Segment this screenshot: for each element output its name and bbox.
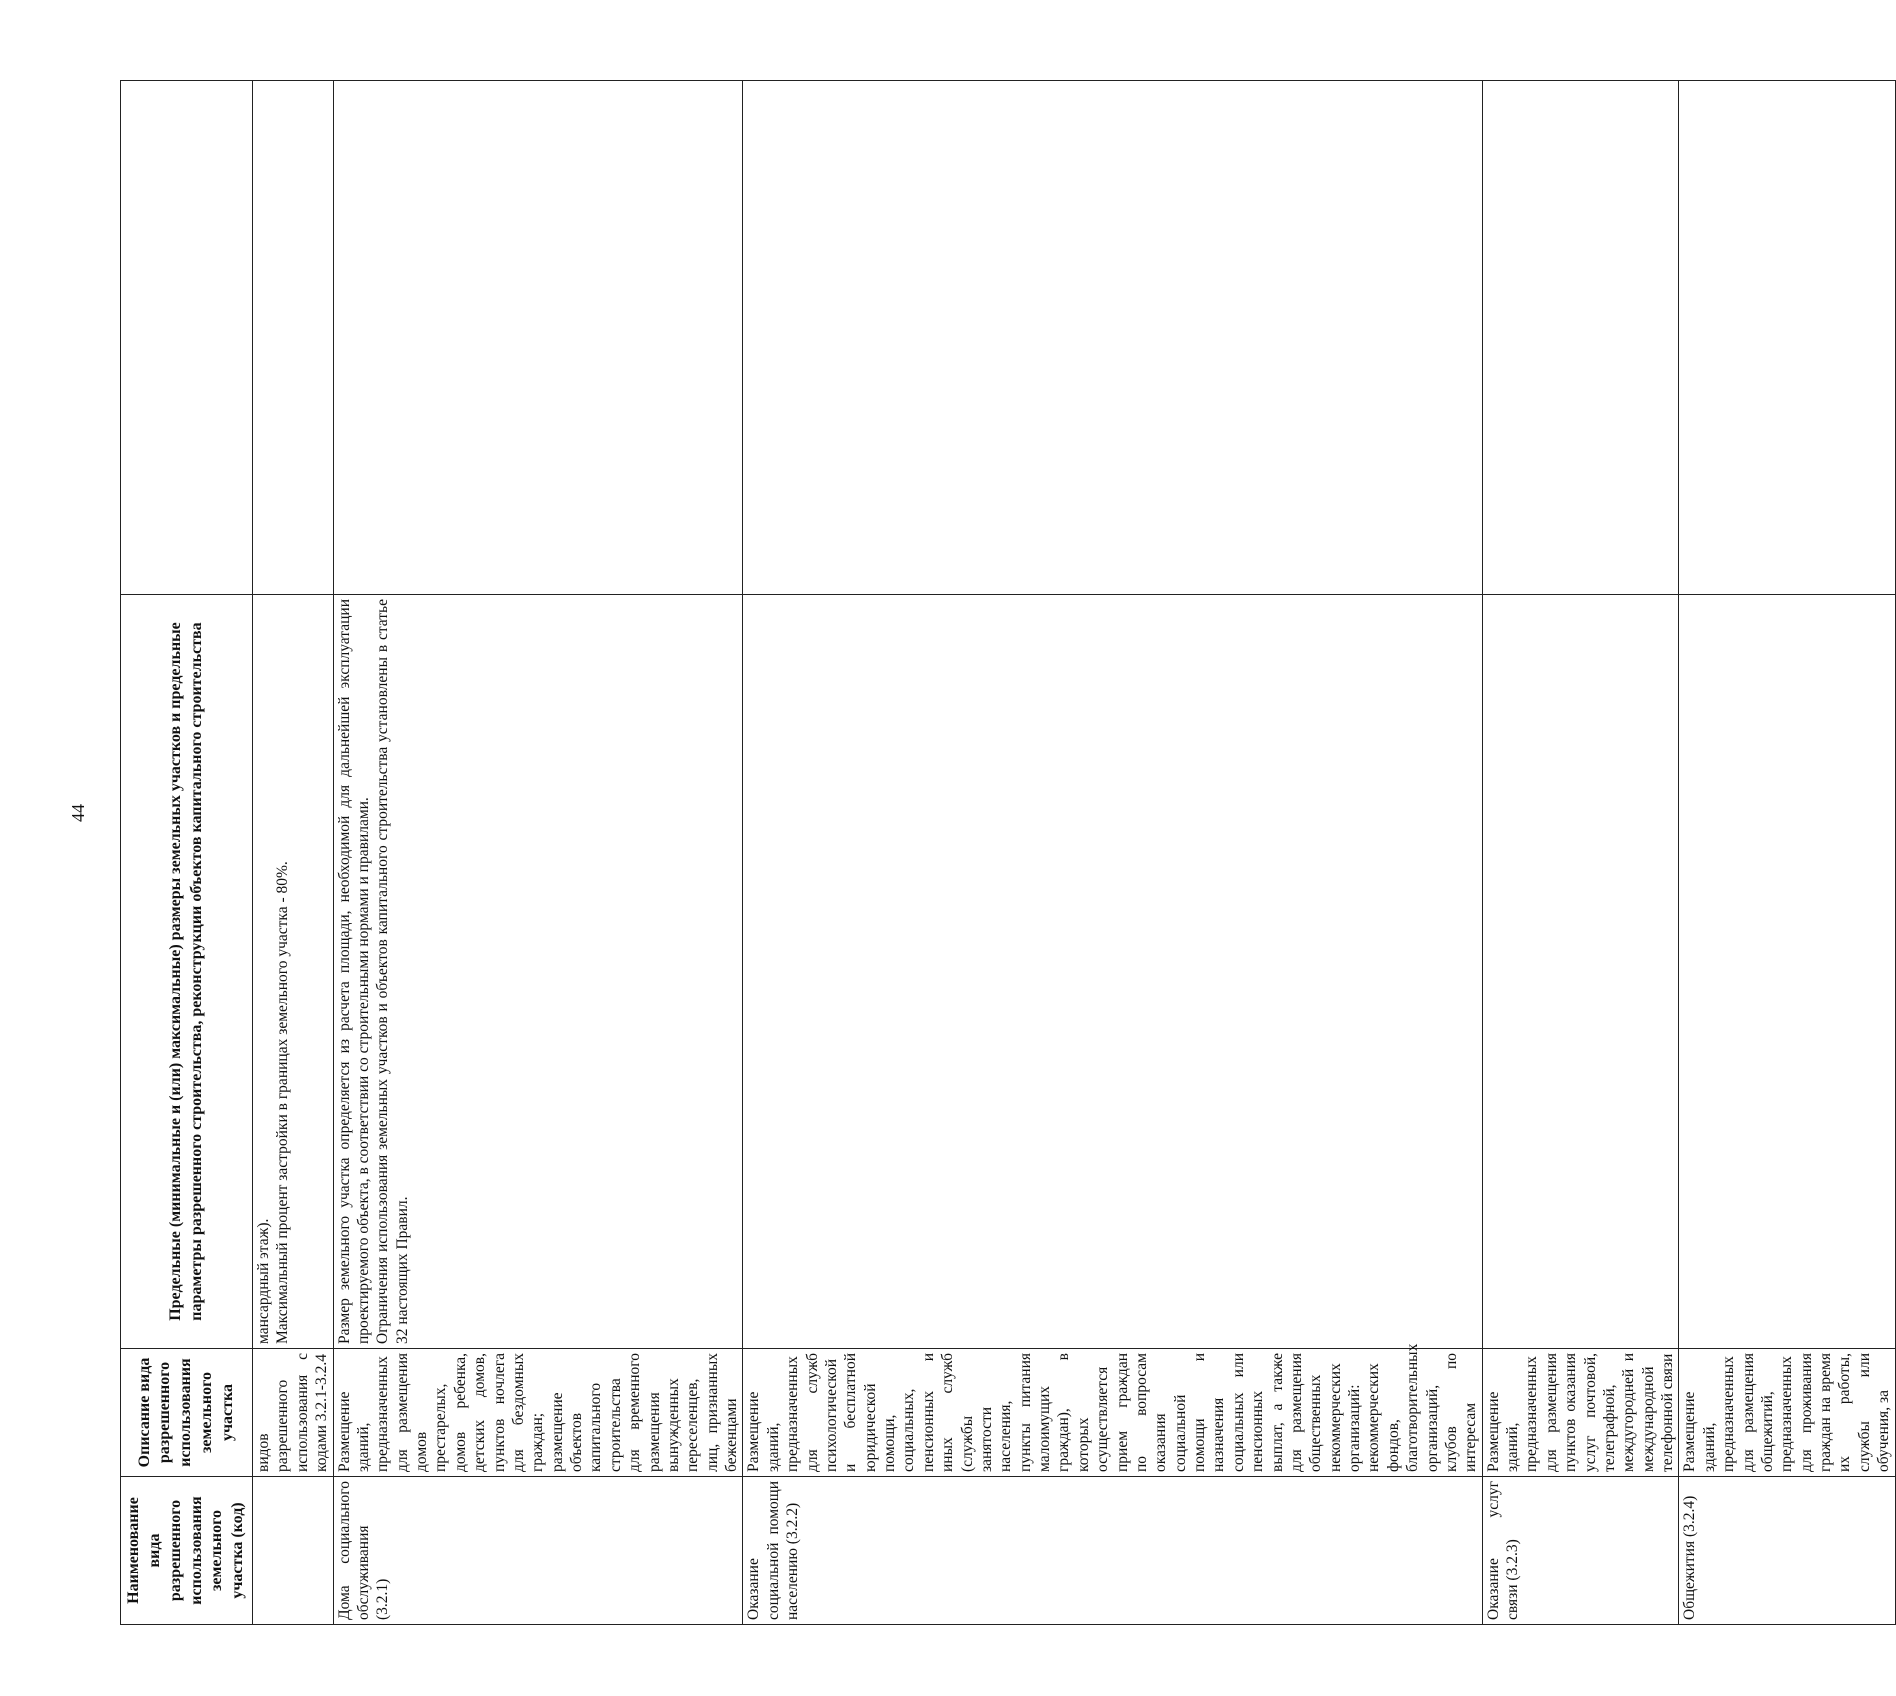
table-header-row [121, 81, 253, 1625]
header-empty [121, 81, 253, 595]
row-name: Оказание социальной помощи населению (3.2.2) [743, 1477, 1482, 1625]
header-parameters: Предельные (минимальные и (или) максимальные) размеры земельных участков и предельные параметры разрешенного строительства, реконструкции объектов капитального строительства [121, 595, 253, 1349]
row-empty-cell [253, 81, 334, 595]
table-row [743, 81, 1482, 1625]
row-description: Размещение зданий, предназначенных для служб психологической и бесплатной юридической помощи, социальных, пенсионных и иных служб (службы занятости населения, пункты питания малоимущих граждан), в которых осуществляется прием граждан по вопросам оказания социальной помощи и назначения социальных или пенсионных выплат, а также для размещения общественных некоммерческих организаций: некоммерческих фондов, благотворительных организаций, клубов по интересам [743, 1349, 1482, 1477]
param-line: мансардный этаж). [255, 1218, 272, 1344]
row-empty-cell [743, 81, 1482, 595]
row-name: Оказание услуг связи (3.2.3) [1482, 1477, 1679, 1625]
table-row [1482, 81, 1679, 1625]
rotated-table-container [120, 80, 1893, 1625]
row-name: Общежития (3.2.4) [1679, 1477, 1895, 1625]
header-use-description: Описание вида разрешенного использования земельного участка [121, 1349, 253, 1477]
table-row [333, 81, 743, 1625]
row-name: Дома социального обслуживания (3.2.1) [333, 1477, 743, 1625]
header-use-name: Наименование вида разрешенного использования земельного участка (код) [121, 1477, 253, 1625]
page-number: 44 [68, 804, 88, 822]
table-row [1679, 81, 1895, 1625]
row-params [1482, 595, 1679, 1349]
param-line: Ограничения использования земельных участков и объектов капитального строительства установлены в статье 32 настоящих Правил. [374, 599, 411, 1344]
param-line: Максимальный процент застройки в границах земельного участка - 80%. [274, 861, 292, 1344]
row-description: Размещение зданий, предназначенных для размещения общежитий, предназначенных для проживания граждан на время их работы, службы или обучения, за [1679, 1349, 1895, 1477]
table-row [253, 81, 334, 1625]
row-params [743, 595, 1482, 1349]
row-empty-cell [333, 81, 743, 595]
land-use-table [120, 80, 1896, 1625]
row-params [253, 595, 334, 1349]
row-description: видов разрешенного использования с кодами 3.2.1-3.2.4 [253, 1349, 334, 1477]
row-params [333, 595, 743, 1349]
row-name [253, 1477, 334, 1625]
row-description: Размещение зданий, предназначенных для размещения пунктов оказания услуг почтовой, телеграфной, междугородней и международной телефонной связи [1482, 1349, 1679, 1477]
row-empty-cell [1482, 81, 1679, 595]
row-empty-cell [1679, 81, 1895, 595]
param-line: Размер земельного участка определяется из расчета площади, необходимой для дальнейшей эксплуатации проектируемого объекта, в соответствии со строительными нормами и правилами. [335, 599, 372, 1344]
row-description: Размещение зданий, предназначенных для размещения домов престарелых, домов ребенка, детских домов, пунктов ночлега для бездомных граждан; размещение объектов капитального строительства для временного размещения вынужденных переселенцев, лиц, признанных беженцами [333, 1349, 743, 1477]
row-params [1679, 595, 1895, 1349]
